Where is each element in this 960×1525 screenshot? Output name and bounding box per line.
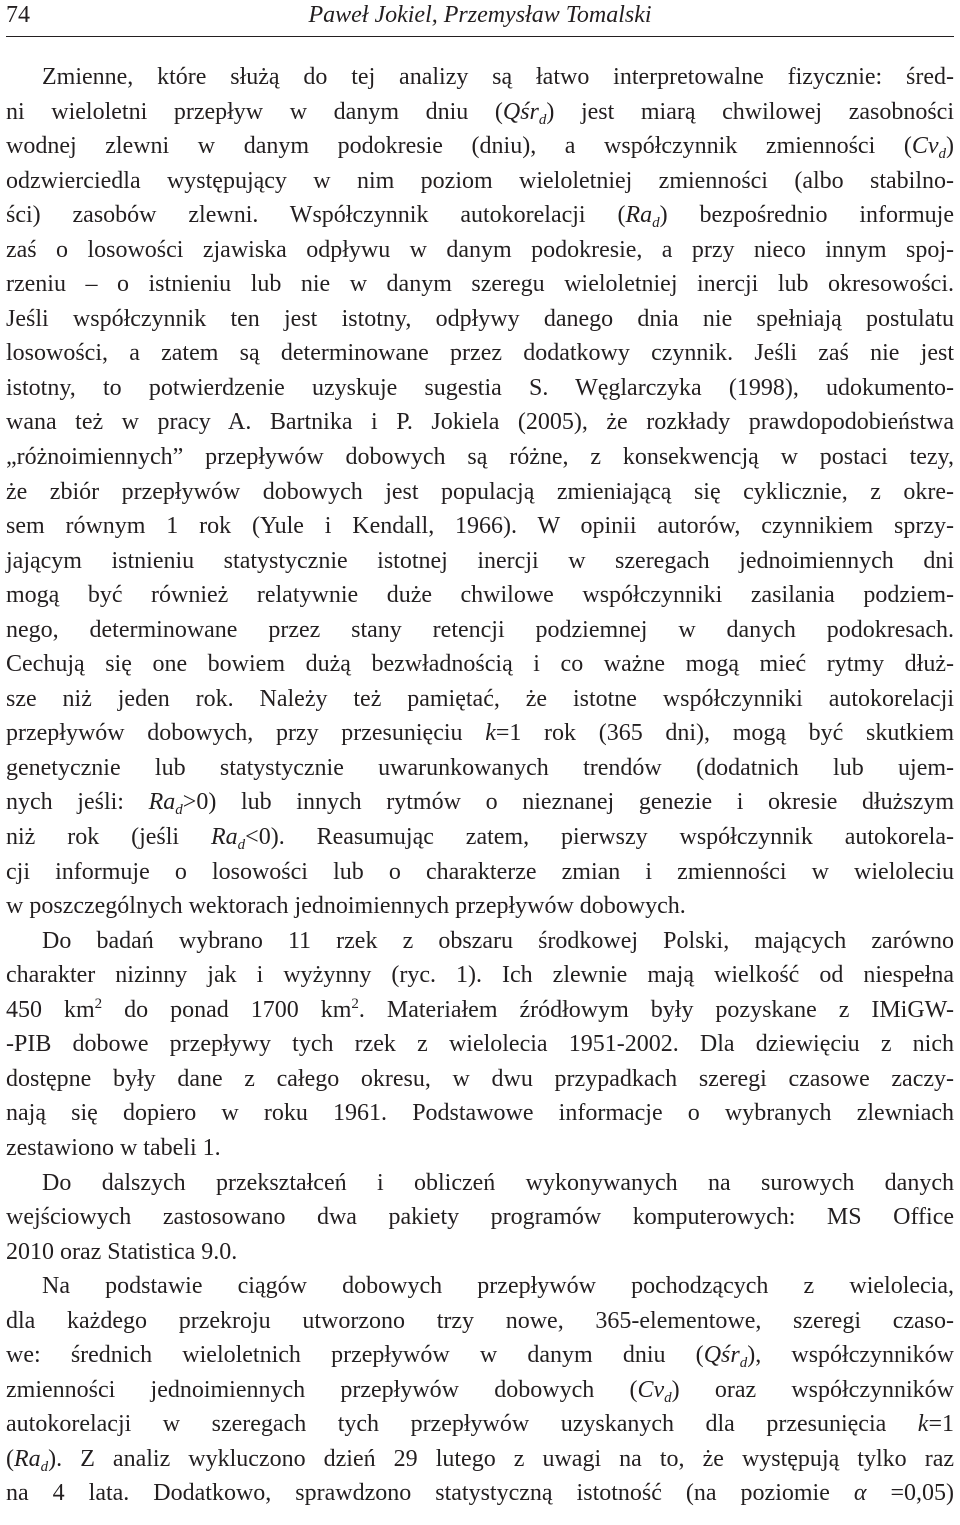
text-run: do ponad 1700 km: [102, 996, 352, 1023]
text-run: k: [485, 720, 496, 747]
header-rule: [6, 36, 954, 37]
page-number: 74: [6, 2, 30, 28]
subscript: d: [664, 1389, 672, 1406]
text-line: [6, 1166, 954, 1201]
text-run: sem równym 1 rok (Yule i Kendall, 1966). W opinii autorów, czynnikiem sprzy-: [6, 513, 954, 540]
text-line: [6, 1407, 954, 1442]
text-run: mogą być również relatywnie duże chwilowe współczynniki zasilania podziem-: [6, 582, 954, 609]
text-run: odzwierciedla występujący w nim poziom wieloletniej zmienności (albo stabilno-: [6, 167, 954, 194]
body-text: [6, 60, 954, 1511]
text-run: niż rok (jeśli: [6, 824, 211, 851]
superscript: 2: [94, 995, 103, 1012]
text-run: Qśr: [703, 1342, 740, 1369]
text-line: [6, 198, 954, 233]
text-run: ści) zasobów zlewni. Współczynnik autokorelacji (: [6, 202, 626, 229]
text-run: w poszczególnych wektorach jednoimiennych przepływów dobowych.: [6, 893, 686, 920]
text-line: [6, 1338, 954, 1373]
text-line: [6, 993, 954, 1028]
text-line: [6, 1269, 954, 1304]
text-run: zmienności jednoimiennych przepływów dobowych (: [6, 1376, 638, 1403]
text-run: nych jeśli:: [6, 789, 149, 816]
text-line: [6, 233, 954, 268]
text-run: Cv: [911, 133, 939, 160]
text-run: ni wieloletni przepływ w danym dniu (: [6, 98, 503, 125]
text-run: >0) lub innych rytmów o nieznanej genezie i okresie dłuższym: [182, 789, 954, 816]
text-run: wejściowych zastosowano dwa pakiety programów komputerowych: MS Office: [6, 1204, 954, 1231]
superscript: 2: [351, 995, 359, 1012]
text-run: 2010 oraz Statistica 9.0.: [6, 1238, 238, 1265]
text-run: [503, 99, 539, 125]
text-run: Jeśli współczynnik ten jest istotny, odpływy danego dnia nie spełniają postulatu: [6, 305, 954, 332]
text-line: [6, 682, 954, 717]
text-line: [6, 889, 954, 924]
text-run: Na podstawie ciągów dobowych przepływów pochodzących z wielolecia,: [42, 1273, 954, 1300]
text-line: [6, 1235, 954, 1270]
text-line: [6, 578, 954, 613]
text-line: [6, 1096, 954, 1131]
text-run: wodnej zlewni w danym podokresie (dniu), a współczynnik zmienności (: [6, 133, 912, 160]
text-run: dla każdego przekroju utworzono trzy nowe, 365-elementowe, szeregi czaso-: [6, 1307, 954, 1334]
text-run: nają się dopiero w roku 1961. Podstawowe informacje o wybranych zlewniach: [6, 1100, 954, 1127]
subscript: d: [175, 802, 183, 819]
text-run: Do badań wybrano 11 rzek z obszaru środkowej Polski, mających zarówno: [42, 927, 954, 954]
text-run: Ra: [14, 1445, 41, 1472]
text-run: Ra: [148, 789, 176, 816]
text-run: losowości, a zatem są determinowane przez dodatkowy czynnik. Jeśli zaś nie jest: [6, 340, 954, 367]
text-run: [149, 789, 176, 815]
text-run: (: [6, 1445, 14, 1472]
text-run: 450 km: [6, 996, 95, 1023]
text-run: [912, 133, 939, 159]
text-line: [6, 544, 954, 579]
text-line: [6, 164, 954, 199]
text-line: [6, 1027, 954, 1062]
text-run: we: średnich wieloletnich przepływów w danym dniu (: [6, 1342, 704, 1369]
text-run: α: [853, 1480, 867, 1507]
text-line: [6, 60, 954, 95]
text-run: ) jest miarą chwilowej zasobności: [546, 98, 954, 125]
text-run: Ra: [211, 824, 238, 851]
text-run: nego, determinowane przez stany retencji podziemnej w danych podokresach.: [6, 616, 954, 643]
text-line: [6, 405, 954, 440]
text-run: charakter nizinny jak i wyżynny (ryc. 1). Ich zlewnie mają wielkość od niespełna: [6, 962, 954, 989]
text-line: [6, 1200, 954, 1235]
text-run: [637, 1377, 664, 1403]
text-run: k: [917, 1411, 929, 1438]
text-run: że zbiór przepływów dobowych jest populacją zmieniającą się cyklicznie, z okre-: [6, 478, 954, 505]
text-run: [704, 1342, 740, 1368]
text-line: [6, 129, 954, 164]
text-run: Do dalszych przekształceń i obliczeń wykonywanych na surowych danych: [42, 1169, 954, 1196]
text-run: =1 rok (365 dni), mogą być skutkiem: [495, 720, 954, 747]
text-run: ): [946, 133, 954, 160]
text-line: [6, 371, 954, 406]
text-run: Zmienne, które służą do tej analizy są łatwo interpretowalne fizycznie: śred-: [42, 64, 954, 90]
text-line: [6, 1442, 954, 1477]
text-run: [918, 1411, 929, 1437]
text-run: . Materiałem źródłowym były pozyskane z IMiGW-: [358, 996, 954, 1023]
text-line: [6, 785, 954, 820]
text-run: [485, 720, 496, 746]
subscript: d: [739, 1355, 748, 1372]
text-line: [6, 820, 954, 855]
text-line: [6, 1062, 954, 1097]
text-run: rzeniu – o istnieniu lub nie w danym szeregu wieloletniej inercji lub okresowości.: [6, 271, 954, 298]
text-line: [6, 336, 954, 371]
subscript: d: [40, 1458, 49, 1475]
text-run: zestawiono w tabeli 1.: [6, 1134, 221, 1161]
text-line: [6, 924, 954, 959]
text-run: „różnoimiennych” przepływów dobowych są różne, z konsekwencją w postaci tezy,: [6, 444, 954, 471]
text-run: cji informuje o losowości lub o charakterze zmian i zmienności w wieloleciu: [6, 858, 954, 885]
text-run: genetycznie lub statystycznie uwarunkowanych trendów (dodatnich lub ujem-: [6, 754, 954, 781]
text-line: [6, 855, 954, 890]
text-run: przepływów dobowych, przy przesunięciu: [6, 720, 486, 747]
text-line: [6, 475, 954, 510]
text-run: ), współczynników: [747, 1342, 955, 1369]
text-line: [6, 751, 954, 786]
text-run: [14, 1446, 41, 1472]
text-line: [6, 958, 954, 993]
text-run: wana też w pracy A. Bartnika i P. Jokiela (2005), że rozkłady prawdopodobieństwa: [6, 409, 954, 436]
text-line: [6, 716, 954, 751]
text-line: [6, 647, 954, 682]
text-line: [6, 1373, 954, 1408]
text-run: sze niż jeden rok. Należy też pamiętać, że istotne współczynniki autokorelacji: [6, 685, 954, 712]
text-run: -PIB dobowe przepływy tych rzek z wielolecia 1951-2002. Dla dziewięciu z nich: [6, 1031, 954, 1058]
subscript: d: [538, 111, 547, 128]
text-line: [6, 1476, 954, 1511]
text-line: [6, 95, 954, 130]
text-run: zaś o losowości zjawiska odpływu w danym podokresie, a przy nieco innym spoj-: [6, 236, 954, 263]
text-line: [6, 1304, 954, 1339]
text-run: =0,05): [866, 1480, 954, 1507]
text-run: =1: [928, 1411, 954, 1438]
text-run: ) oraz współczynników: [671, 1376, 954, 1403]
text-line: [6, 613, 954, 648]
text-run: [625, 202, 652, 228]
text-run: ) bezpośrednio informuje: [659, 202, 954, 229]
subscript: d: [237, 837, 246, 854]
text-run: jającym istnieniu statystycznie istotnej inercji w szeregach jednoimiennych dni: [6, 547, 954, 574]
page-header: [6, 0, 954, 30]
subscript: d: [938, 146, 946, 163]
text-run: ). Z analiz wykluczono dzień 29 lutego z uwagi na to, że występują tylko raz: [48, 1445, 954, 1472]
text-line: [6, 1131, 954, 1166]
text-run: na 4 lata. Dodatkowo, sprawdzono statystyczną istotność (na poziomie: [6, 1480, 854, 1507]
running-head: Paweł Jokiel, Przemysław Tomalski: [308, 2, 652, 28]
text-run: Ra: [625, 202, 653, 229]
text-run: dostępne były dane z całego okresu, w dwu przypadkach szeregi czasowe zaczy-: [6, 1065, 954, 1092]
text-line: [6, 302, 954, 337]
text-line: [6, 509, 954, 544]
text-line: [6, 267, 954, 302]
text-run: Cechują się one bowiem dużą bezwładnością i co ważne mogą mieć rytmy dłuż-: [6, 651, 954, 678]
text-line: [6, 440, 954, 475]
text-run: istotny, to potwierdzenie uzyskuje sugestia S. Węglarczyka (1998), udokumento-: [6, 374, 954, 401]
text-run: Qśr: [502, 98, 539, 125]
text-run: Cv: [637, 1376, 665, 1403]
text-run: <0). Reasumując zatem, pierwszy współczynnik autokorela-: [245, 824, 954, 851]
text-run: [854, 1480, 867, 1506]
text-run: autokorelacji w szeregach tych przepływów uzyskanych dla przesunięcia: [6, 1411, 918, 1438]
text-run: [211, 824, 238, 850]
subscript: d: [652, 215, 660, 232]
